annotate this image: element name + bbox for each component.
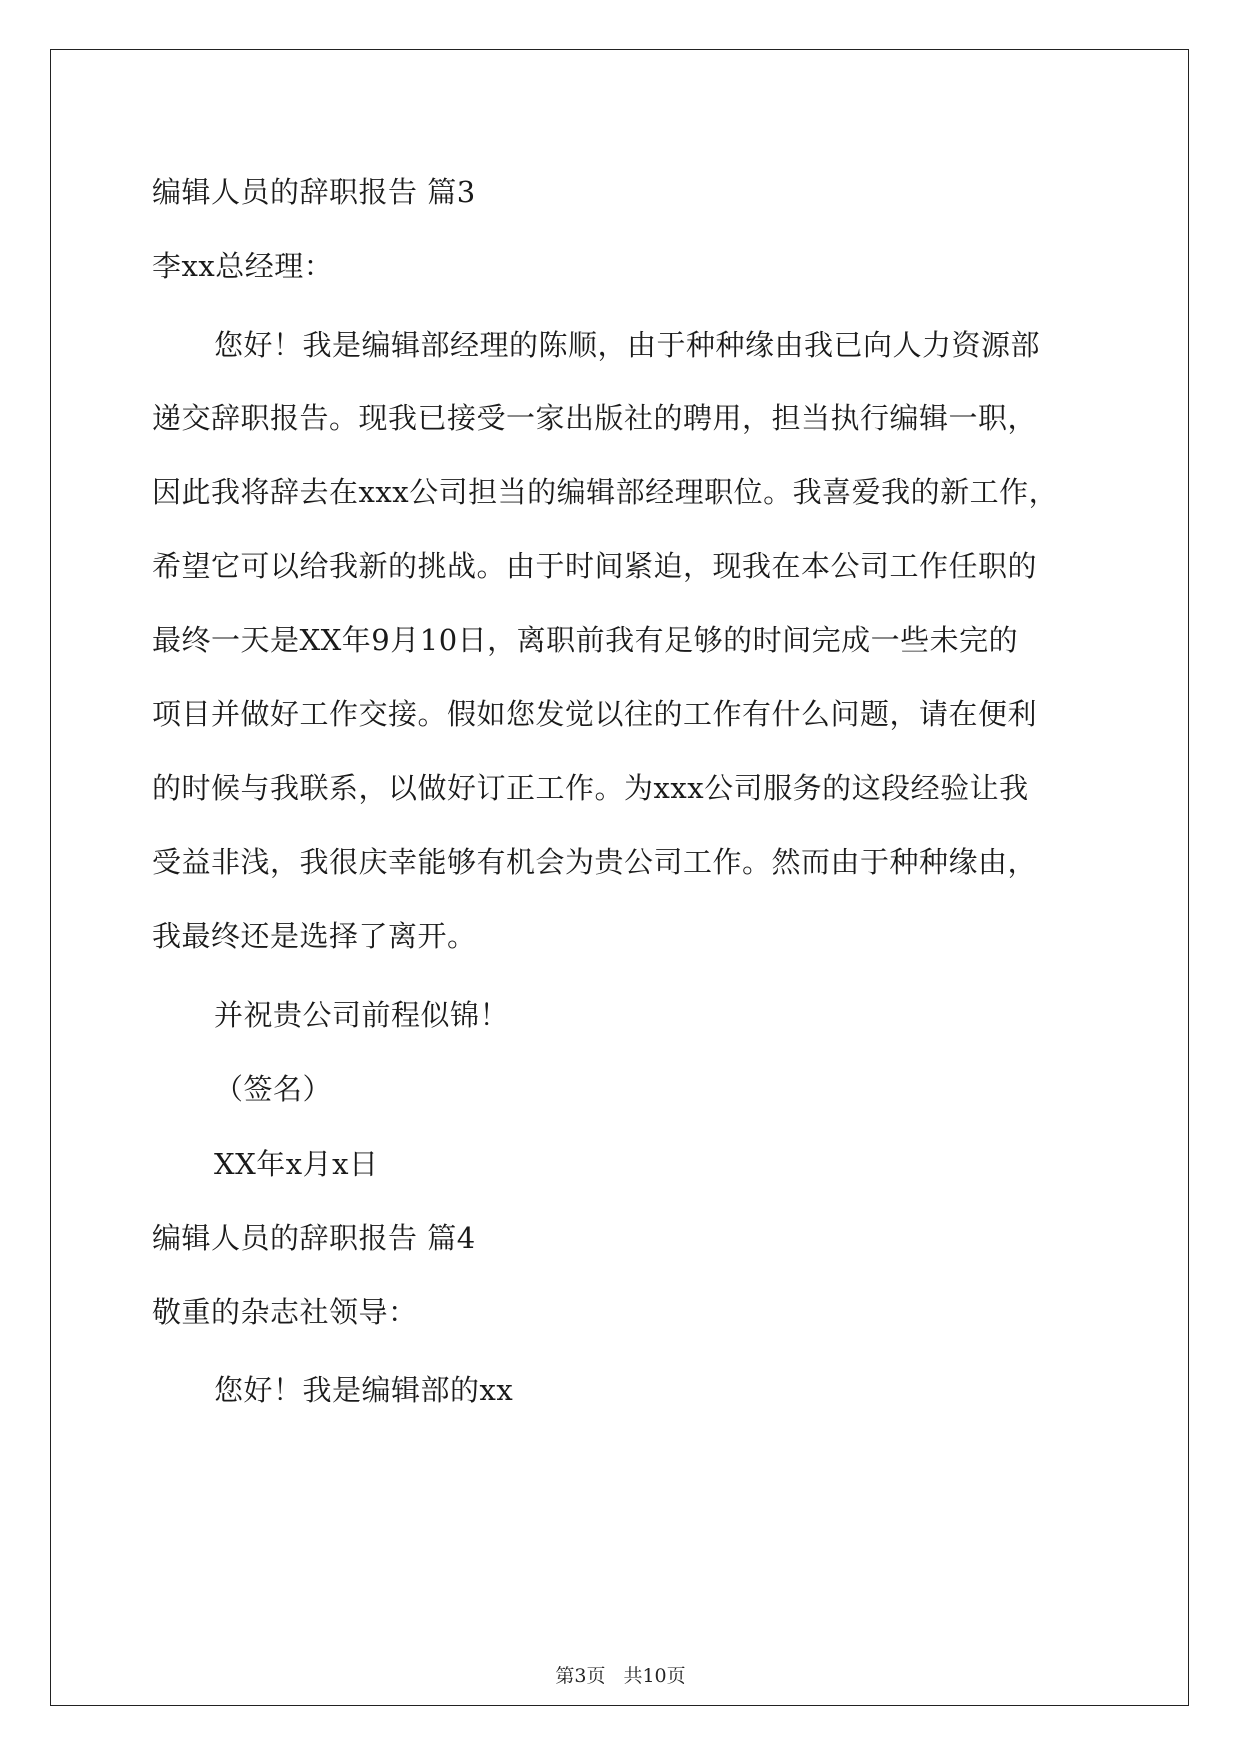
salutation: 敬重的杂志社领导： xyxy=(152,1295,418,1329)
body-line: 的时候与我联系，以做好订正工作。为xxx公司服务的这段经验让我 xyxy=(152,771,1029,805)
page-total: 共10页 xyxy=(623,1665,686,1687)
body-line: 项目并做好工作交接。假如您发觉以往的工作有什么问题，请在便利 xyxy=(152,697,1038,731)
body-line: 递交辞职报告。现我已接受一家出版社的聘用，担当执行编辑一职， xyxy=(152,401,1038,435)
body-line: 受益非浅，我很庆幸能够有机会为贵公司工作。然而由于种种缘由， xyxy=(152,845,1038,879)
body-line: 您好！我是编辑部经理的陈顺，由于种种缘由我已向人力资源部 xyxy=(214,328,1041,362)
section-title-4: 编辑人员的辞职报告 篇4 xyxy=(152,1221,476,1255)
page-footer xyxy=(0,1664,1241,1688)
body-line: 我最终还是选择了离开。 xyxy=(152,919,477,953)
salutation: 李xx总经理： xyxy=(152,249,334,283)
body-line: 因此我将辞去在xxx公司担当的编辑部经理职位。我喜爱我的新工作， xyxy=(152,475,1059,509)
date: XX年x月x日 xyxy=(214,1147,379,1181)
body-line: 希望它可以给我新的挑战。由于时间紧迫，现我在本公司工作任职的 xyxy=(152,549,1038,583)
signature: （签名） xyxy=(214,1072,333,1106)
page-number: 第3页 xyxy=(555,1665,606,1687)
closing-wish: 并祝贵公司前程似锦！ xyxy=(214,998,510,1032)
body-line: 最终一天是XX年9月10日，离职前我有足够的时间完成一些未完的 xyxy=(152,623,1019,657)
body-line: 您好！我是编辑部的xx xyxy=(214,1373,514,1407)
section-title-3: 编辑人员的辞职报告 篇3 xyxy=(152,175,476,209)
